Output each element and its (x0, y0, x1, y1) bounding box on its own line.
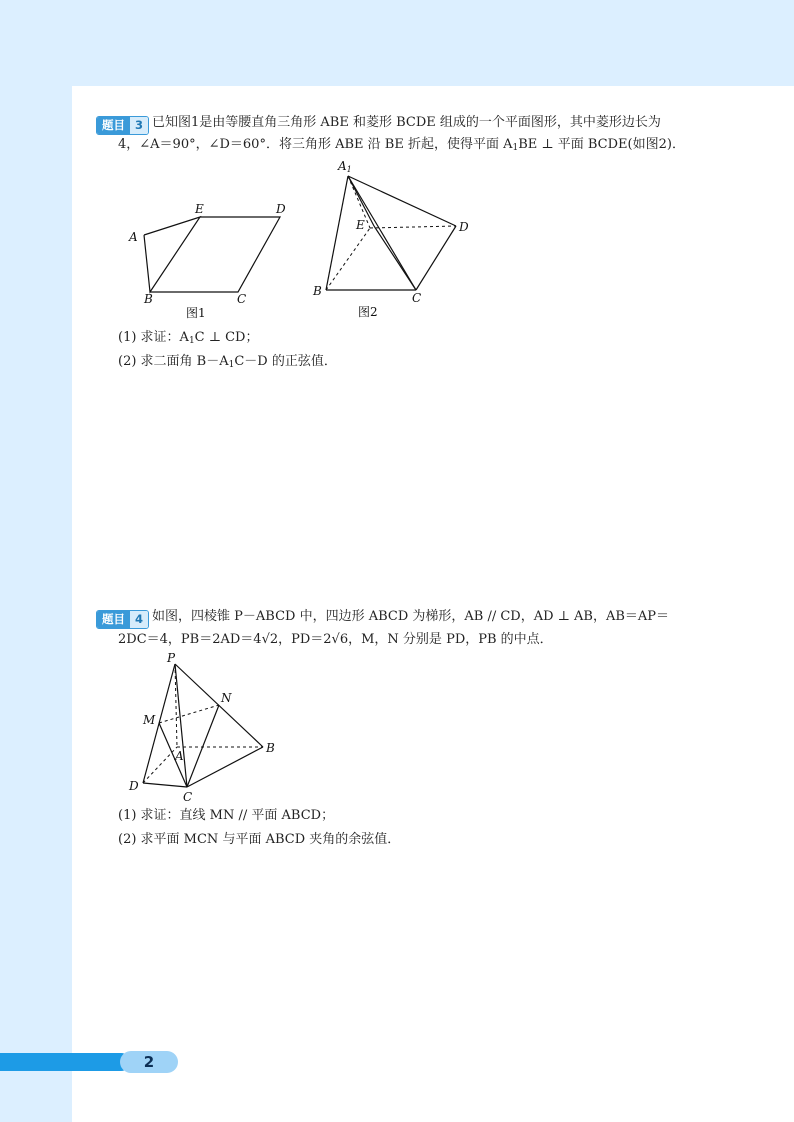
page-bar-dark (0, 1053, 130, 1071)
fig2-label-b: B (313, 284, 322, 298)
figure-2 (308, 158, 488, 328)
fig2-label-e: E (356, 218, 365, 232)
fig1-label-d: D (276, 202, 286, 216)
fig3-label-b: B (266, 741, 275, 755)
problem-3-text-1: 已知图1是由等腰直角三角形 ABE 和菱形 BCDE 组成的一个平面图形，其中菱形边长为 (152, 115, 661, 130)
problem-3-line-2: 4，∠A＝90°，∠D＝60°．将三角形 ABE 沿 BE 折起，使得平面 $A_1BE$ ⊥ 平面 BCDE(如图2)． (118, 137, 685, 153)
page-side-band (0, 0, 72, 1122)
fig2-label-c: C (412, 291, 422, 305)
fig1-label-b: B (144, 292, 153, 306)
problem-4-question-1: (1) 求证：直线 MN // 平面 ABCD； (118, 808, 335, 823)
fig1-label-c: C (237, 292, 247, 306)
problem-3-question-1: (1) 求证：$A_1C$ ⊥ CD； (118, 330, 259, 346)
figure-1 (120, 195, 300, 325)
fig2-label-d: D (459, 220, 469, 234)
fig2-label-a1: A1 (338, 159, 352, 174)
page-number-pill (120, 1051, 178, 1073)
problem-4-text-1: 如图，四棱锥 P－ABCD 中，四边形 ABCD 为梯形，AB // CD，AD ⊥ AB，AB＝AP＝ (152, 609, 670, 624)
fig1-label-a: A (129, 230, 138, 244)
fig3-label-n: N (221, 691, 232, 705)
problem-4-badge: 题目 4 (96, 610, 149, 629)
fig1-label-e: E (195, 202, 204, 216)
problem-3-question-2: (2) 求二面角 $B-A_1C-D$ 的正弦值． (118, 354, 337, 370)
figure-3-pyramid (125, 650, 285, 805)
problem-4-question-2: (2) 求平面 MCN 与平面 ABCD 夹角的余弦值． (118, 832, 401, 847)
page-number: 2 (143, 1053, 155, 1071)
page-number-bar (0, 1051, 178, 1073)
problem-4-line-2: 2DC＝4，PB＝2AD＝4√2，PD＝2√6，M，N 分别是 PD，PB 的中点． (118, 632, 553, 647)
problem-4-line-1 (96, 606, 669, 629)
fig3-label-a: A (175, 749, 184, 763)
fig3-label-c: C (183, 790, 193, 804)
fig1-caption: 图1 (186, 306, 206, 320)
page-top-band (0, 0, 794, 86)
fig3-label-d: D (129, 779, 139, 793)
fig3-label-m: M (143, 713, 156, 727)
fig3-label-p: P (167, 651, 176, 665)
fig2-caption: 图2 (358, 305, 378, 319)
problem-3-badge: 题目 3 (96, 116, 149, 135)
problem-3-line-1 (96, 112, 661, 135)
